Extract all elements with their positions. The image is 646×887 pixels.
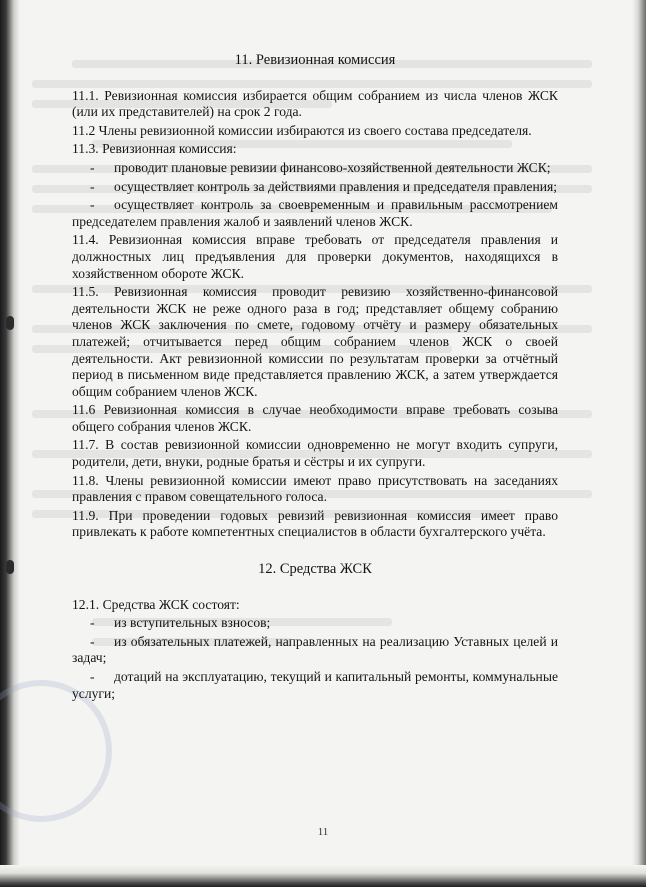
clause-11-6: 11.6 Ревизионная комиссия в случае необходимости вправе требовать созыва общего собрания членов ЖСК. [72, 402, 558, 434]
bullet-dash: - [90, 633, 95, 649]
clause-11-2: 11.2 Члены ревизионной комиссии избираются из своего состава председателя. [72, 122, 532, 138]
bullet-text: осуществляет контроль за своевременным и правильным рассмотрением председателем правления жалоб и заявлений членов ЖСК. [72, 197, 558, 229]
clause-12-1-bullet [72, 669, 558, 702]
clause-11-3: 11.3. Ревизионная комиссия: [72, 141, 237, 157]
bullet-text: из вступительных взносов; [114, 615, 271, 631]
bullet-dash: - [90, 669, 95, 684]
clause-11-4: 11.4. Ревизионная комиссия вправе требовать от председателя правления и должностных лиц предъявления для проверки документов, находящихся в хозяйственном обороте ЖСК. [72, 232, 558, 281]
document-body [72, 52, 558, 704]
clause-11-8: 11.8. Члены ревизионной комиссии имеют право присутствовать на заседаниях правления с правом совещательного голоса. [72, 472, 558, 505]
clause-11-9: 11.9. При проведении годовых ревизий ревизионная комиссия имеет право привлекать к работе компетентных специалистов в области бухгалтерского учёта. [72, 507, 558, 540]
bullet-dash: - [90, 159, 95, 175]
clause-12-1: 12.1. Средства ЖСК состоят: [72, 596, 240, 612]
clause-11-3-bullet [72, 160, 558, 177]
clause-11-3-bullet [72, 197, 558, 230]
bullet-text: осуществляет контроль за действиями правления и председателя правления; [114, 178, 558, 194]
scan-bottom-edge [0, 865, 646, 887]
clause-12-1-bullet [72, 634, 558, 667]
clause-12-1-bullet [72, 615, 558, 632]
bullet-dash: - [90, 197, 95, 213]
section-12-heading: 12. Средства ЖСК [258, 561, 372, 578]
binder-hole [6, 316, 14, 330]
clause-11-7: 11.7. В состав ревизионной комиссии одновременно не могут входить супруги, родители, дети, внуки, родные братья и сёстры и их супруги. [72, 437, 558, 470]
bullet-text: проводит плановые ревизии финансово-хозяйственной деятельности ЖСК; [114, 159, 551, 175]
bullet-dash: - [90, 615, 95, 631]
clause-11-1: 11.1. Ревизионная комиссия избирается общим собранием из числа членов ЖСК (или их представителей) на срок 2 года. [72, 87, 558, 120]
section-11-heading: 11. Ревизионная комиссия [234, 52, 396, 68]
bullet-dash: - [90, 178, 95, 194]
clause-11-3-bullet [72, 179, 558, 196]
clause-11-5: 11.5. Ревизионная комиссия проводит ревизию хозяйственно-финансовой деятельности ЖСК не реже одного раза в год; представляет общему собранию членов ЖСК заключения по смете, годовому отчёту и размеру обязательных платежей; отчитывается перед общим собранием членов ЖСК о своей деятельности. Акт ревизионной комиссии по результатам проверки за отчётный период в письменном виде представляется правлению ЖСК, а затем утверждается общим собранием членов ЖСК. [72, 284, 558, 399]
bullet-text: дотаций на эксплуатацию, текущий и капитальный ремонты, коммунальные услуги; [72, 669, 558, 701]
bullet-text: из обязательных платежей, направленных на реализацию Уставных целей и задач; [72, 633, 558, 666]
binder-hole [6, 560, 14, 574]
scan-right-edge [632, 0, 646, 887]
page-number: 11 [317, 826, 329, 838]
